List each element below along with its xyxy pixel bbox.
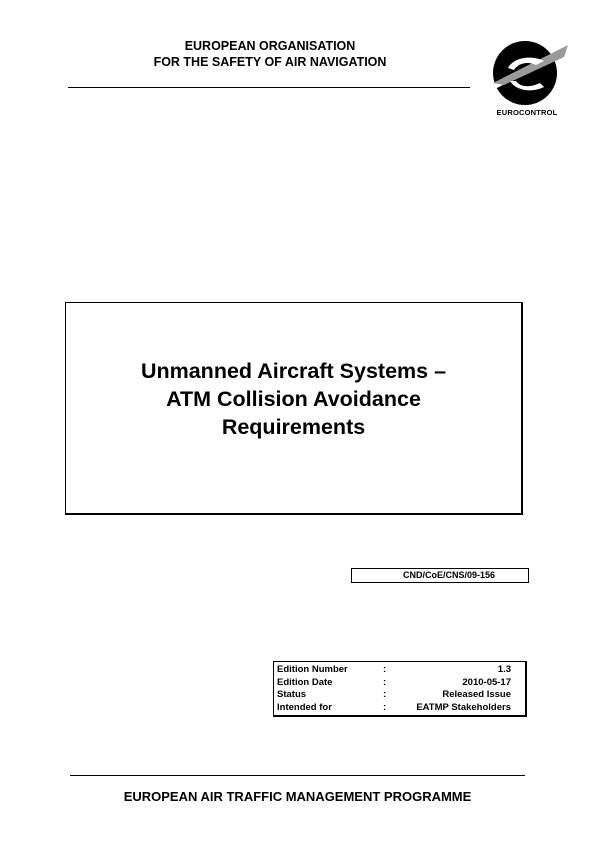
title-line-1: Unmanned Aircraft Systems – (140, 359, 447, 383)
title-line-2: ATM Collision Avoidance (166, 387, 421, 411)
organisation-name (70, 38, 470, 70)
edition-number-colon: : (383, 664, 387, 675)
title-box (65, 302, 523, 515)
edition-row (274, 689, 525, 702)
eurocontrol-logo (484, 37, 570, 119)
edition-date-value: 2010-05-17 (462, 676, 511, 688)
status-value: Released Issue (442, 689, 511, 700)
edition-info-table (273, 661, 527, 717)
logo-wordmark: EUROCONTROL (496, 108, 558, 117)
edition-row (274, 702, 525, 715)
document-title (66, 357, 521, 441)
title-line-3: Requirements (221, 415, 366, 439)
intended-for-label: Intended for (277, 701, 332, 713)
eurocontrol-logo-icon (484, 37, 570, 107)
programme-name: EUROPEAN AIR TRAFFIC MANAGEMENT PROGRAMME (123, 789, 472, 804)
status-label: Status (277, 689, 307, 700)
edition-row (274, 677, 525, 690)
footer-divider (70, 775, 525, 776)
header-divider (68, 87, 470, 88)
org-line-2: FOR THE SAFETY OF AIR NAVIGATION (153, 55, 387, 69)
intended-for-colon: : (383, 701, 387, 713)
edition-number-value: 1.3 (497, 664, 511, 675)
status-colon: : (383, 689, 387, 700)
document-reference: CND/CoE/CNS/09-156 (351, 568, 529, 583)
edition-number-label: Edition Number (277, 664, 348, 675)
edition-row (274, 664, 525, 677)
edition-date-colon: : (383, 676, 387, 688)
intended-for-value: EATMP Stakeholders (416, 701, 511, 713)
edition-date-label: Edition Date (277, 676, 333, 688)
org-line-1: EUROPEAN ORGANISATION (184, 39, 356, 53)
